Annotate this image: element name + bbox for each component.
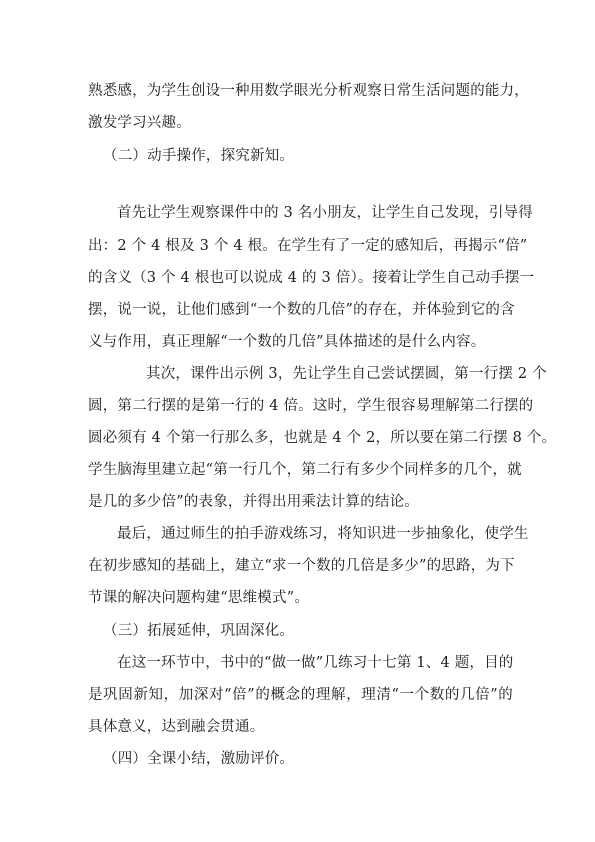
body-line: 圆必须有 4 个第一行那么多，也就是 4 个 2，所以要在第二行摆 8 个。 xyxy=(88,430,557,446)
body-line: 节课的解决问题构建“思维模式”。 xyxy=(88,590,310,606)
body-line: 熟悉感，为学生创设一种用数学眼光分析观察日常生活问题的能力， xyxy=(88,83,529,99)
section-heading: （二）动手操作，探究新知。 xyxy=(103,148,295,164)
body-line: 学生脑海里建立起“第一行几个，第二行有多少个同样多的几个，就 xyxy=(88,462,522,478)
body-line: 是巩固新知，加深对“倍”的概念的理解，理清“一个数的几倍”的 xyxy=(88,687,513,703)
body-line: 义与作用，真正理解“一个数的几倍”具体描述的是什么内容。 xyxy=(88,334,486,350)
body-line: 圆，第二行摆的是第一行的 4 倍。这时，学生很容易理解第二行摆的 xyxy=(88,398,534,414)
body-line: 是几的多少倍”的表象，并得出用乘法计算的结论。 xyxy=(88,494,420,510)
body-line: 的含义（3 个 4 根也可以说成 4 的 3 倍）。接着让学生自己动手摆一 xyxy=(88,270,535,286)
body-line: 出：2 个 4 根及 3 个 4 根。在学生有了一定的感知后，再揭示“倍” xyxy=(88,238,528,254)
body-line: 具体意义，达到融会贯通。 xyxy=(88,719,265,735)
paragraph-first-line: 其次，课件出示例 3，先让学生自己尝试摆圆，第一行摆 2 个 xyxy=(146,366,547,382)
body-line: 在初步感知的基础上，建立“求一个数的几倍是多少”的思路，为下 xyxy=(88,558,515,574)
paragraph-first-line: 在这一环节中，书中的“做一做”几练习十七第 1、4 题，目的 xyxy=(117,655,514,671)
paragraph-first-line: 最后，通过师生的拍手游戏练习，将知识进一步抽象化，使学生 xyxy=(117,526,529,542)
body-line: 激发学习兴趣。 xyxy=(88,115,191,131)
section-heading: （三）拓展延伸，巩固深化。 xyxy=(103,623,295,639)
section-heading: （四）全课小结，激励评价。 xyxy=(103,751,295,767)
body-line: 摆，说一说，让他们感到“一个数的几倍”的存在，并体验到它的含 xyxy=(88,302,515,318)
paragraph-first-line: 首先让学生观察课件中的 3 名小朋友，让学生自己发现，引导得 xyxy=(117,205,533,221)
